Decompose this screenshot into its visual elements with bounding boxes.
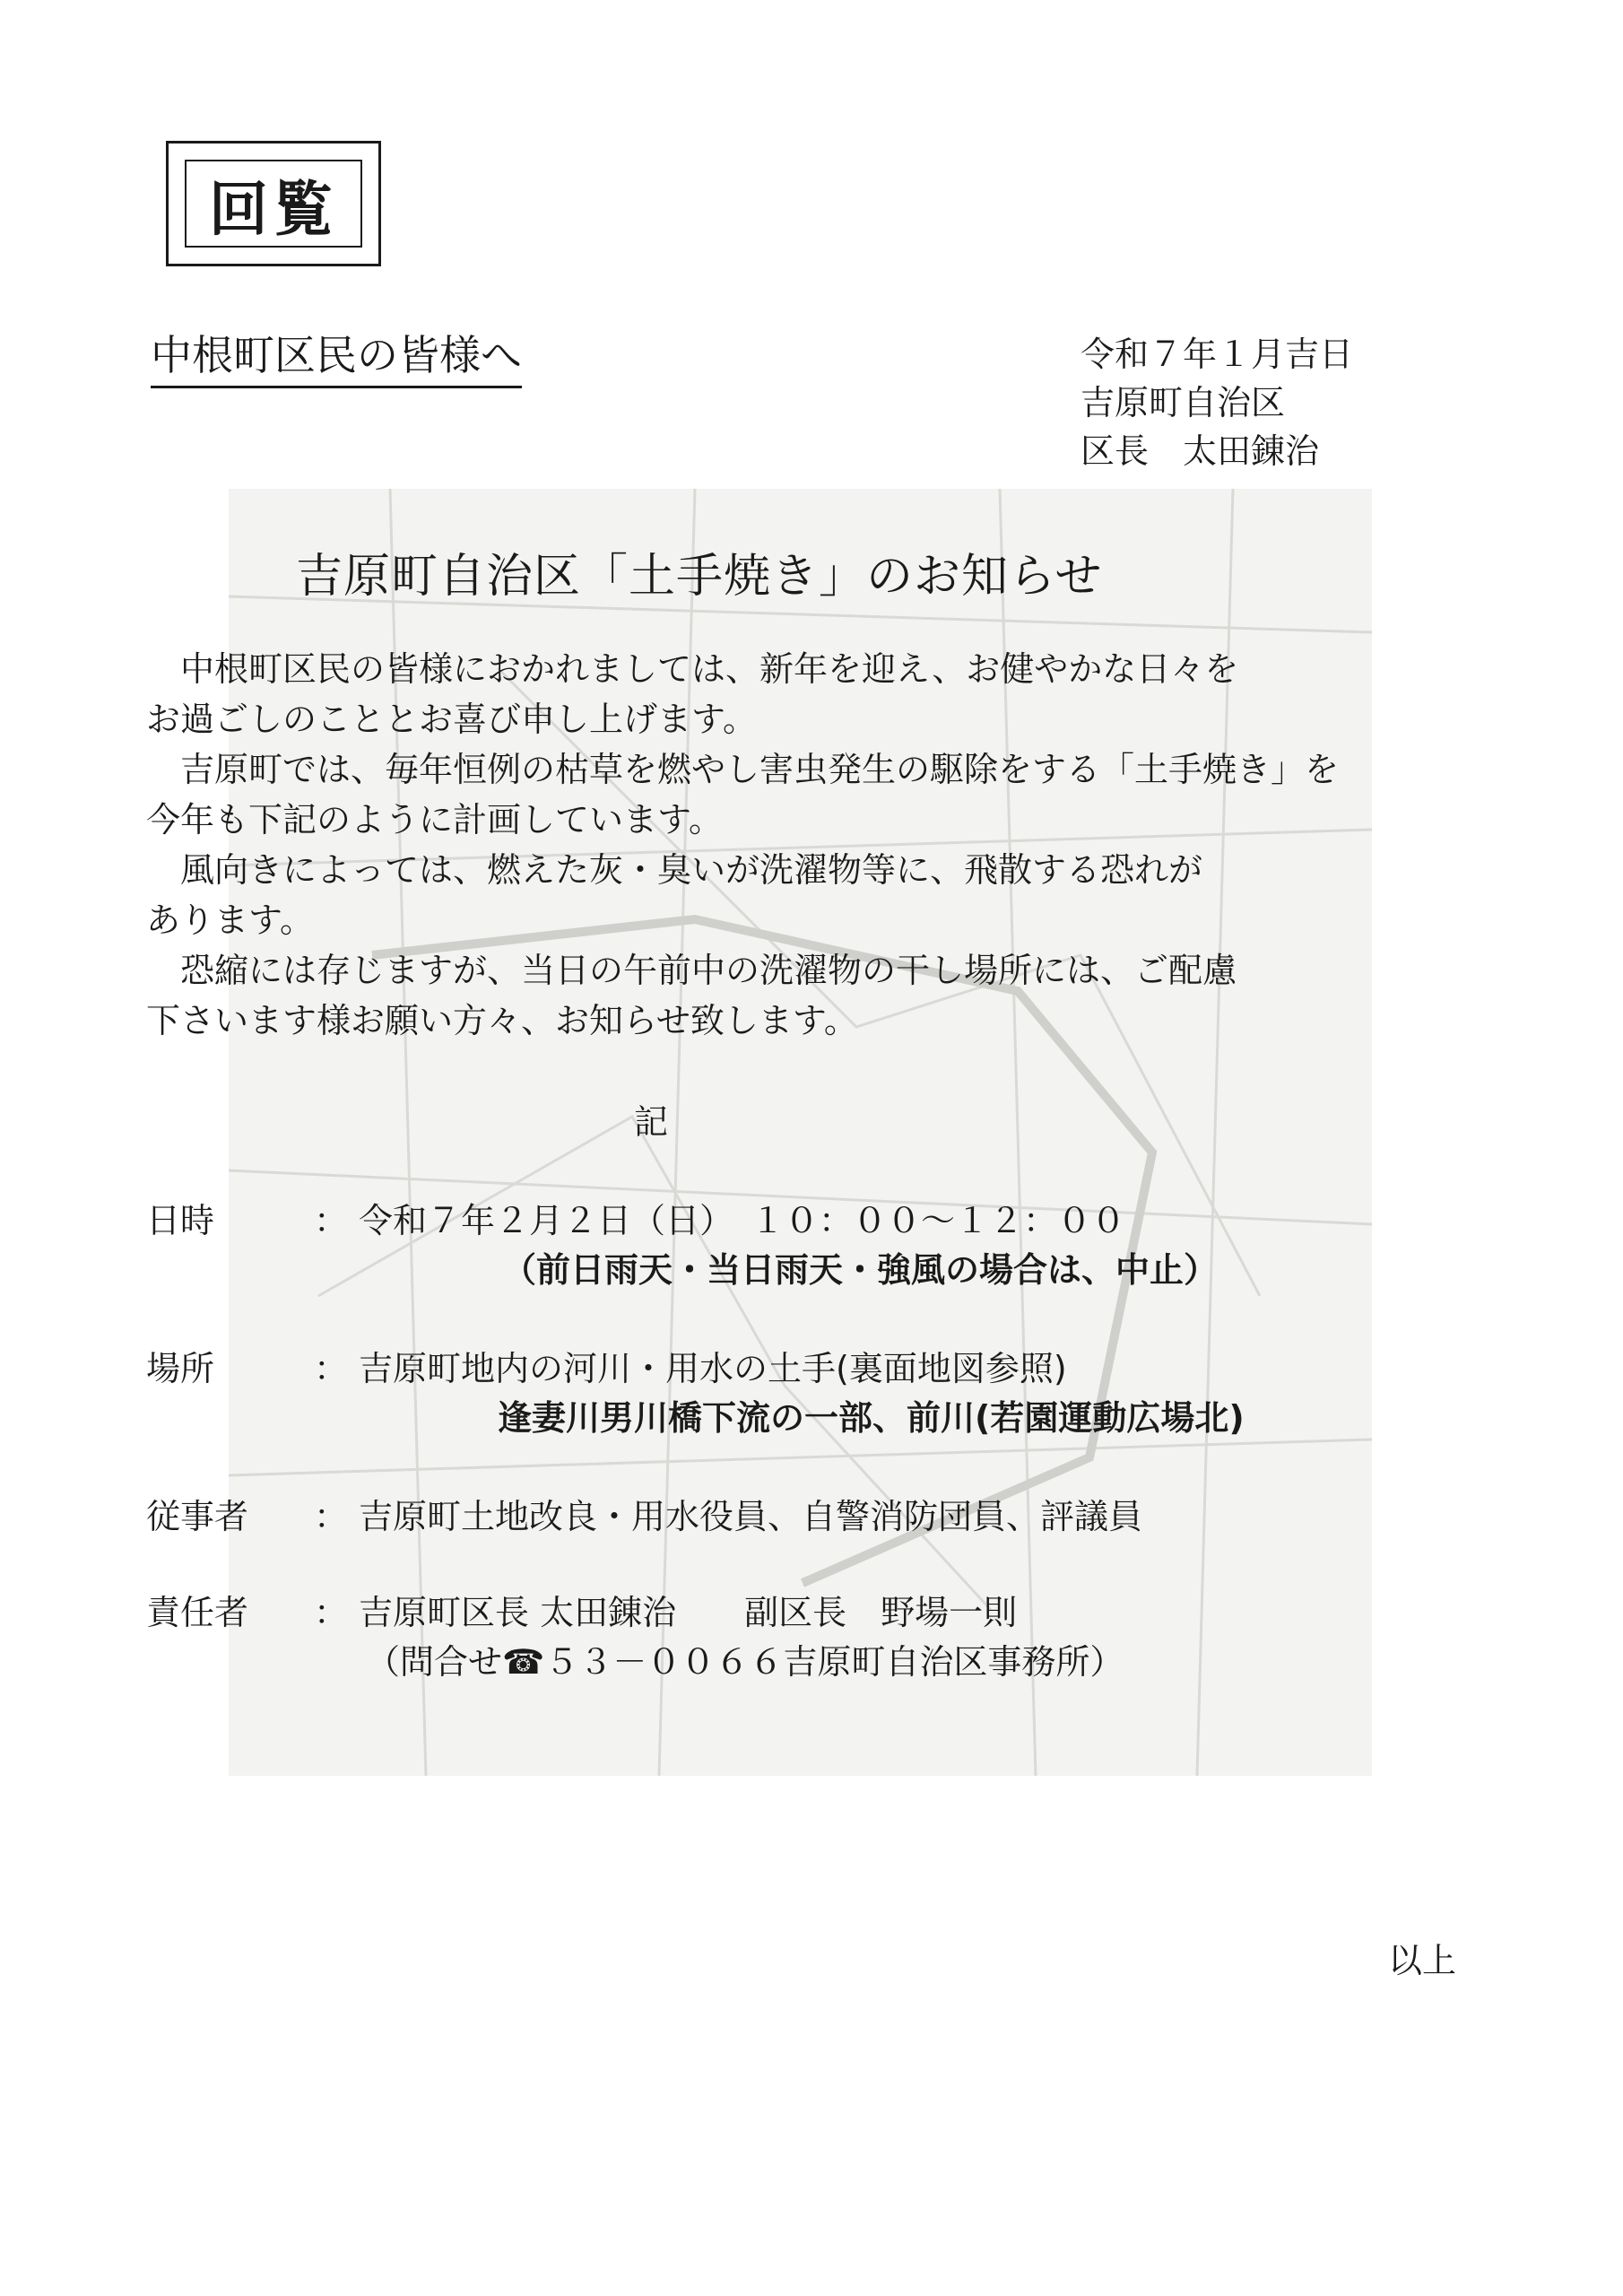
issue-date: 令和７年１月吉日 — [1081, 335, 1354, 374]
place-note: 逢妻川男川橋下流の一部、前川(若園運動広場北) — [498, 1398, 1245, 1438]
addressee: 中根町区民の皆様へ — [151, 323, 522, 388]
datetime-value: 令和７年２月２日（日） １０：００～１２：００ — [359, 1201, 1126, 1240]
datetime-colon: ： — [314, 1201, 349, 1240]
sender-block — [1081, 330, 1353, 475]
notice-title: 吉原町自治区「土手焼き」のお知らせ — [296, 550, 1103, 604]
datetime-label: 日時 — [146, 1201, 215, 1240]
contact-note: （問合せ☎５３－００６６吉原町自治区事務所） — [366, 1642, 1124, 1682]
body-line: 今年も下記のように計画しています。 — [146, 800, 723, 839]
responsible-value: 吉原町区長 太田錬治 副区長 野場一則 — [359, 1593, 1018, 1632]
body-line: 中根町区民の皆様におかれましては、新年を迎え、お健やかな日々を — [146, 649, 1239, 689]
body-line: あります。 — [146, 900, 314, 940]
workers-colon: ： — [314, 1497, 349, 1536]
place-colon: ： — [314, 1349, 349, 1388]
sender-head: 区長 太田錬治 — [1081, 431, 1320, 471]
circular-stamp — [166, 141, 381, 266]
ki-heading: 記 — [634, 1102, 669, 1142]
body-line: 下さいます様お願い方々、お知らせ致します。 — [146, 1001, 858, 1040]
responsible-label: 責任者 — [146, 1593, 249, 1632]
datetime-note: （前日雨天・当日雨天・強風の場合は、中止） — [502, 1250, 1219, 1290]
workers-label: 従事者 — [146, 1497, 249, 1536]
responsible-colon: ： — [314, 1593, 349, 1632]
workers-value: 吉原町土地改良・用水役員、自警消防団員、評議員 — [359, 1497, 1143, 1536]
circular-label: 回覧 — [185, 160, 362, 248]
body-line: 恐縮には存じますが、当日の午前中の洗濯物の干し場所には、ご配慮 — [146, 951, 1237, 990]
body-line: 風向きによっては、燃えた灰・臭いが洗濯物等に、飛散する恐れが — [146, 850, 1203, 890]
notice-body — [146, 644, 1491, 1046]
sender-organization: 吉原町自治区 — [1081, 383, 1286, 422]
body-line: 吉原町では、毎年恒例の枯草を燃やし害虫発生の駆除をする「土手焼き」を — [146, 750, 1340, 789]
body-line: お過ごしのこととお喜び申し上げます。 — [146, 700, 757, 739]
place-label: 場所 — [146, 1349, 215, 1388]
closing-remark: 以上 — [1388, 1941, 1457, 1980]
place-value: 吉原町地内の河川・用水の土手(裏面地図参照) — [359, 1349, 1067, 1388]
